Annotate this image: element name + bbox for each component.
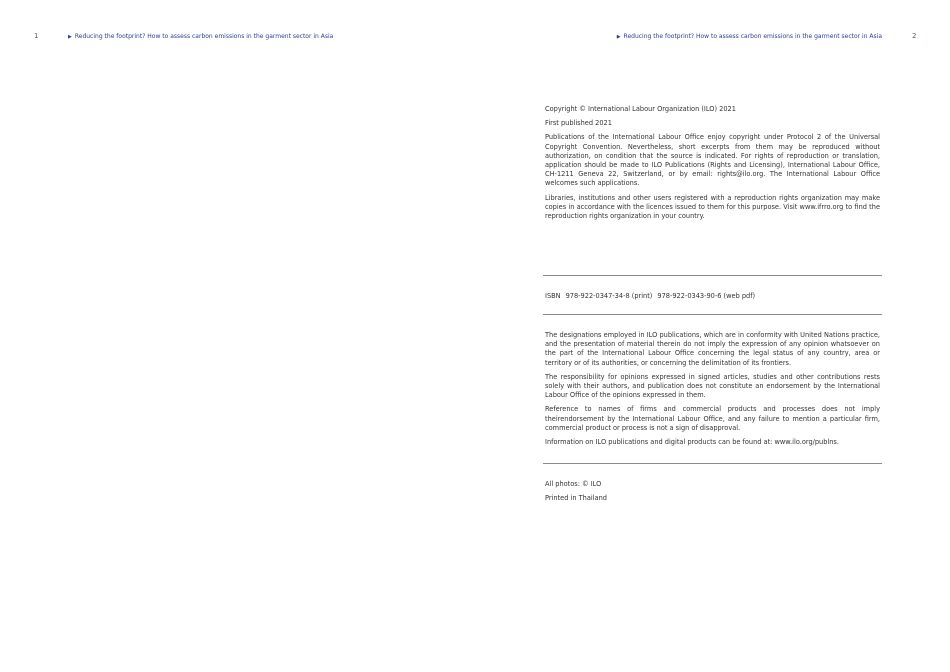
running-header-left xyxy=(68,32,333,42)
divider xyxy=(543,275,882,276)
isbn-label: ISBN xyxy=(545,292,561,300)
responsibility-paragraph: The responsibility for opinions expressed in signed articles, studies and other contributions rests solely with their authors, and publication does not constitute an endorsement by the International Labour Office of the opinions expressed in them. xyxy=(545,372,880,400)
running-header-right xyxy=(617,32,882,42)
isbn-web: 978-922-0343-90-6 (web pdf) xyxy=(657,292,756,300)
copyright-section xyxy=(545,105,880,221)
page-number-right: 2 xyxy=(912,32,917,40)
reference-paragraph: Reference to names of firms and commercial products and processes does not imply theirendorsement by the International Labour Office, and any failure to mention a particular firm, commercial product or process is not a sign of disapproval. xyxy=(545,405,880,432)
publications-paragraph: Publications of the International Labour Office enjoy copyright under Protocol 2 of the Universal Copyright Convention. Nevertheless, short excerpts from them may be reproduced without authorization, on condition that the source is indicated. For rights of reproduction or translation, application should be made to ILO Publications (Rights and Licensing), International Labour Office, CH-1211 Geneva 22, Switzerland, or by email: rights@ilo.org. The International Labour Office welcomes such applications. xyxy=(545,133,880,188)
information-paragraph: Information on ILO publications and digital products can be found at: www.ilo.org/publns. xyxy=(545,438,839,447)
running-header-right-title: Reducing the footprint? How to assess carbon emissions in the garment sector in Asia xyxy=(623,33,882,40)
photos-credit: All photos: © ILO xyxy=(545,480,602,488)
isbn-line xyxy=(545,292,880,301)
triangle-right-icon: ▶ xyxy=(68,33,72,40)
page-number-left: 1 xyxy=(34,32,39,40)
printed-in: Printed in Thailand xyxy=(545,494,607,503)
copyright-line: Copyright © International Labour Organization (ILO) 2021 xyxy=(545,105,736,113)
triangle-right-icon: ▶ xyxy=(616,33,621,40)
footer-section xyxy=(545,480,880,503)
isbn-print: 978-922-0347-34-8 (print) xyxy=(565,292,653,300)
divider xyxy=(543,463,882,464)
first-published: First published 2021 xyxy=(545,119,612,128)
libraries-paragraph: Libraries, institutions and other users registered with a reproduction rights organization may make copies in accordance with the licences issued to them for this purpose. Visit www.ifrro.org to find the reproduction rights organization in your country. xyxy=(545,193,880,221)
running-header-left-title: Reducing the footprint? How to assess carbon emissions in the garment sector in Asia xyxy=(74,33,334,40)
designations-paragraph: The designations employed in ILO publications, which are in conformity with United Nations practice, and the presentation of material therein do not imply the expression of any opinion whatsoever on the part of the International Labour Office concerning the legal status of any country, area or territory or of its authorities, or concerning the delimitation of its frontiers. xyxy=(545,331,880,367)
divider xyxy=(543,314,882,315)
disclaimer-section xyxy=(545,331,880,447)
